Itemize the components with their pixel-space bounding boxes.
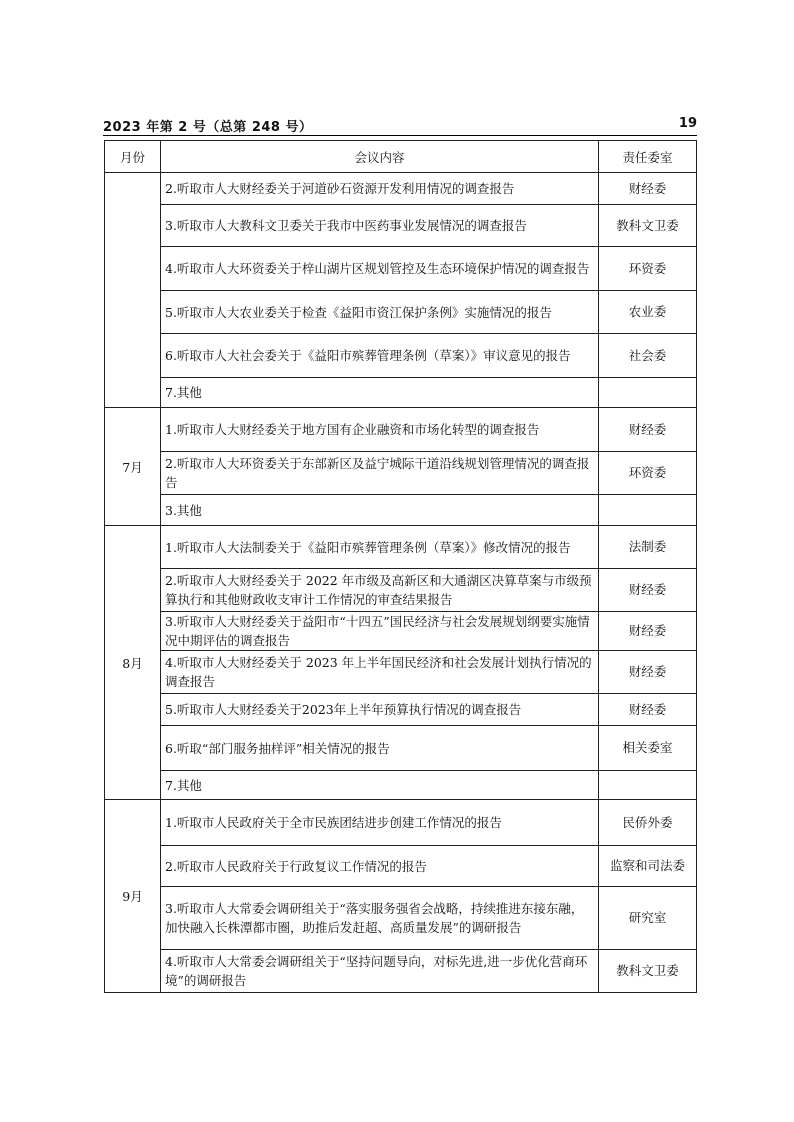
dept-cell bbox=[599, 771, 697, 800]
agenda-item: 4.听取市人大环资委关于梓山湖片区规划管控及生态环境保护情况的调查报告 bbox=[161, 247, 599, 291]
agenda-item: 7.其他 bbox=[161, 771, 599, 800]
header-rule bbox=[103, 135, 697, 136]
table-row bbox=[105, 247, 697, 291]
dept-cell: 研究室 bbox=[599, 887, 697, 950]
agenda-item: 1.听取市人大法制委关于《益阳市殡葬管理条例（草案）》修改情况的报告 bbox=[161, 526, 599, 569]
table-row bbox=[105, 408, 697, 452]
agenda-item: 2.听取市人大财经委关于河道砂石资源开发利用情况的调查报告 bbox=[161, 173, 599, 205]
dept-cell: 法制委 bbox=[599, 526, 697, 569]
agenda-item: 1.听取市人民政府关于全市民族团结进步创建工作情况的报告 bbox=[161, 800, 599, 846]
agenda-item: 6.听取市人大社会委关于《益阳市殡葬管理条例（草案）》审议意见的报告 bbox=[161, 334, 599, 378]
table-row bbox=[105, 694, 697, 726]
dept-cell: 财经委 bbox=[599, 651, 697, 694]
dept-cell: 相关委室 bbox=[599, 726, 697, 771]
table-row bbox=[105, 452, 697, 495]
table-row bbox=[105, 846, 697, 887]
agenda-item: 2.听取市人大环资委关于东部新区及益宁城际干道沿线规划管理情况的调查报告 bbox=[161, 452, 599, 495]
dept-cell: 财经委 bbox=[599, 612, 697, 651]
month-cell bbox=[105, 173, 161, 408]
agenda-item: 3.听取市人大常委会调研组关于“落实服务强省会战略，持续推进东接东融，加快融入长株潭都市圈，助推后发赶超、高质量发展”的调研报告 bbox=[161, 887, 599, 950]
table-row bbox=[105, 726, 697, 771]
dept-cell: 民侨外委 bbox=[599, 800, 697, 846]
dept-cell: 环资委 bbox=[599, 452, 697, 495]
dept-cell: 教科文卫委 bbox=[599, 205, 697, 247]
table-row bbox=[105, 651, 697, 694]
table-row bbox=[105, 612, 697, 651]
agenda-item: 5.听取市人大财经委关于2023年上半年预算执行情况的调查报告 bbox=[161, 694, 599, 726]
agenda-item: 3.其他 bbox=[161, 495, 599, 526]
table-row bbox=[105, 771, 697, 800]
column-header-month: 月份 bbox=[105, 141, 161, 173]
dept-cell: 社会委 bbox=[599, 334, 697, 378]
table-row bbox=[105, 800, 697, 846]
month-cell: 8月 bbox=[105, 526, 161, 800]
agenda-item: 2.听取市人大财经委关于 2022 年市级及高新区和大通湖区决算草案与市级预算执行和其他财政收支审计工作情况的审查结果报告 bbox=[161, 569, 599, 612]
month-cell: 9月 bbox=[105, 800, 161, 993]
table-row bbox=[105, 950, 697, 993]
month-cell: 7月 bbox=[105, 408, 161, 526]
table-row bbox=[105, 291, 697, 334]
issue-label: 2023 年第 2 号（总第 248 号） bbox=[103, 120, 313, 135]
table-row bbox=[105, 205, 697, 247]
agenda-item: 4.听取市人大常委会调研组关于“坚持问题导向，对标先进,进一步优化营商环境”的调研报告 bbox=[161, 950, 599, 993]
dept-cell: 教科文卫委 bbox=[599, 950, 697, 993]
dept-cell: 环资委 bbox=[599, 247, 697, 291]
table-row bbox=[105, 495, 697, 526]
dept-cell: 财经委 bbox=[599, 173, 697, 205]
running-head bbox=[103, 116, 697, 134]
table-row bbox=[105, 173, 697, 205]
column-header-dept: 责任委室 bbox=[599, 141, 697, 173]
agenda-item: 5.听取市人大农业委关于检查《益阳市资江保护条例》实施情况的报告 bbox=[161, 291, 599, 334]
table-row bbox=[105, 334, 697, 378]
column-header-content: 会议内容 bbox=[161, 141, 599, 173]
dept-cell: 农业委 bbox=[599, 291, 697, 334]
page-number: 19 bbox=[678, 116, 697, 131]
table-row bbox=[105, 378, 697, 408]
agenda-item: 3.听取市人大财经委关于益阳市“十四五”国民经济与社会发展规划纲要实施情况中期评估的调查报告 bbox=[161, 612, 599, 651]
agenda-item: 6.听取“部门服务抽样评”相关情况的报告 bbox=[161, 726, 599, 771]
table-row bbox=[105, 887, 697, 950]
dept-cell bbox=[599, 378, 697, 408]
agenda-item: 1.听取市人大财经委关于地方国有企业融资和市场化转型的调查报告 bbox=[161, 408, 599, 452]
agenda-item: 4.听取市人大财经委关于 2023 年上半年国民经济和社会发展计划执行情况的调查报告 bbox=[161, 651, 599, 694]
dept-cell bbox=[599, 495, 697, 526]
dept-cell: 财经委 bbox=[599, 694, 697, 726]
agenda-item: 3.听取市人大教科文卫委关于我市中医药事业发展情况的调查报告 bbox=[161, 205, 599, 247]
dept-cell: 监察和司法委 bbox=[599, 846, 697, 887]
dept-cell: 财经委 bbox=[599, 408, 697, 452]
meeting-schedule-table bbox=[104, 140, 697, 993]
table-row bbox=[105, 526, 697, 569]
table-row bbox=[105, 569, 697, 612]
agenda-item: 2.听取市人民政府关于行政复议工作情况的报告 bbox=[161, 846, 599, 887]
agenda-item: 7.其他 bbox=[161, 378, 599, 408]
dept-cell: 财经委 bbox=[599, 569, 697, 612]
table-header-row bbox=[105, 141, 697, 173]
